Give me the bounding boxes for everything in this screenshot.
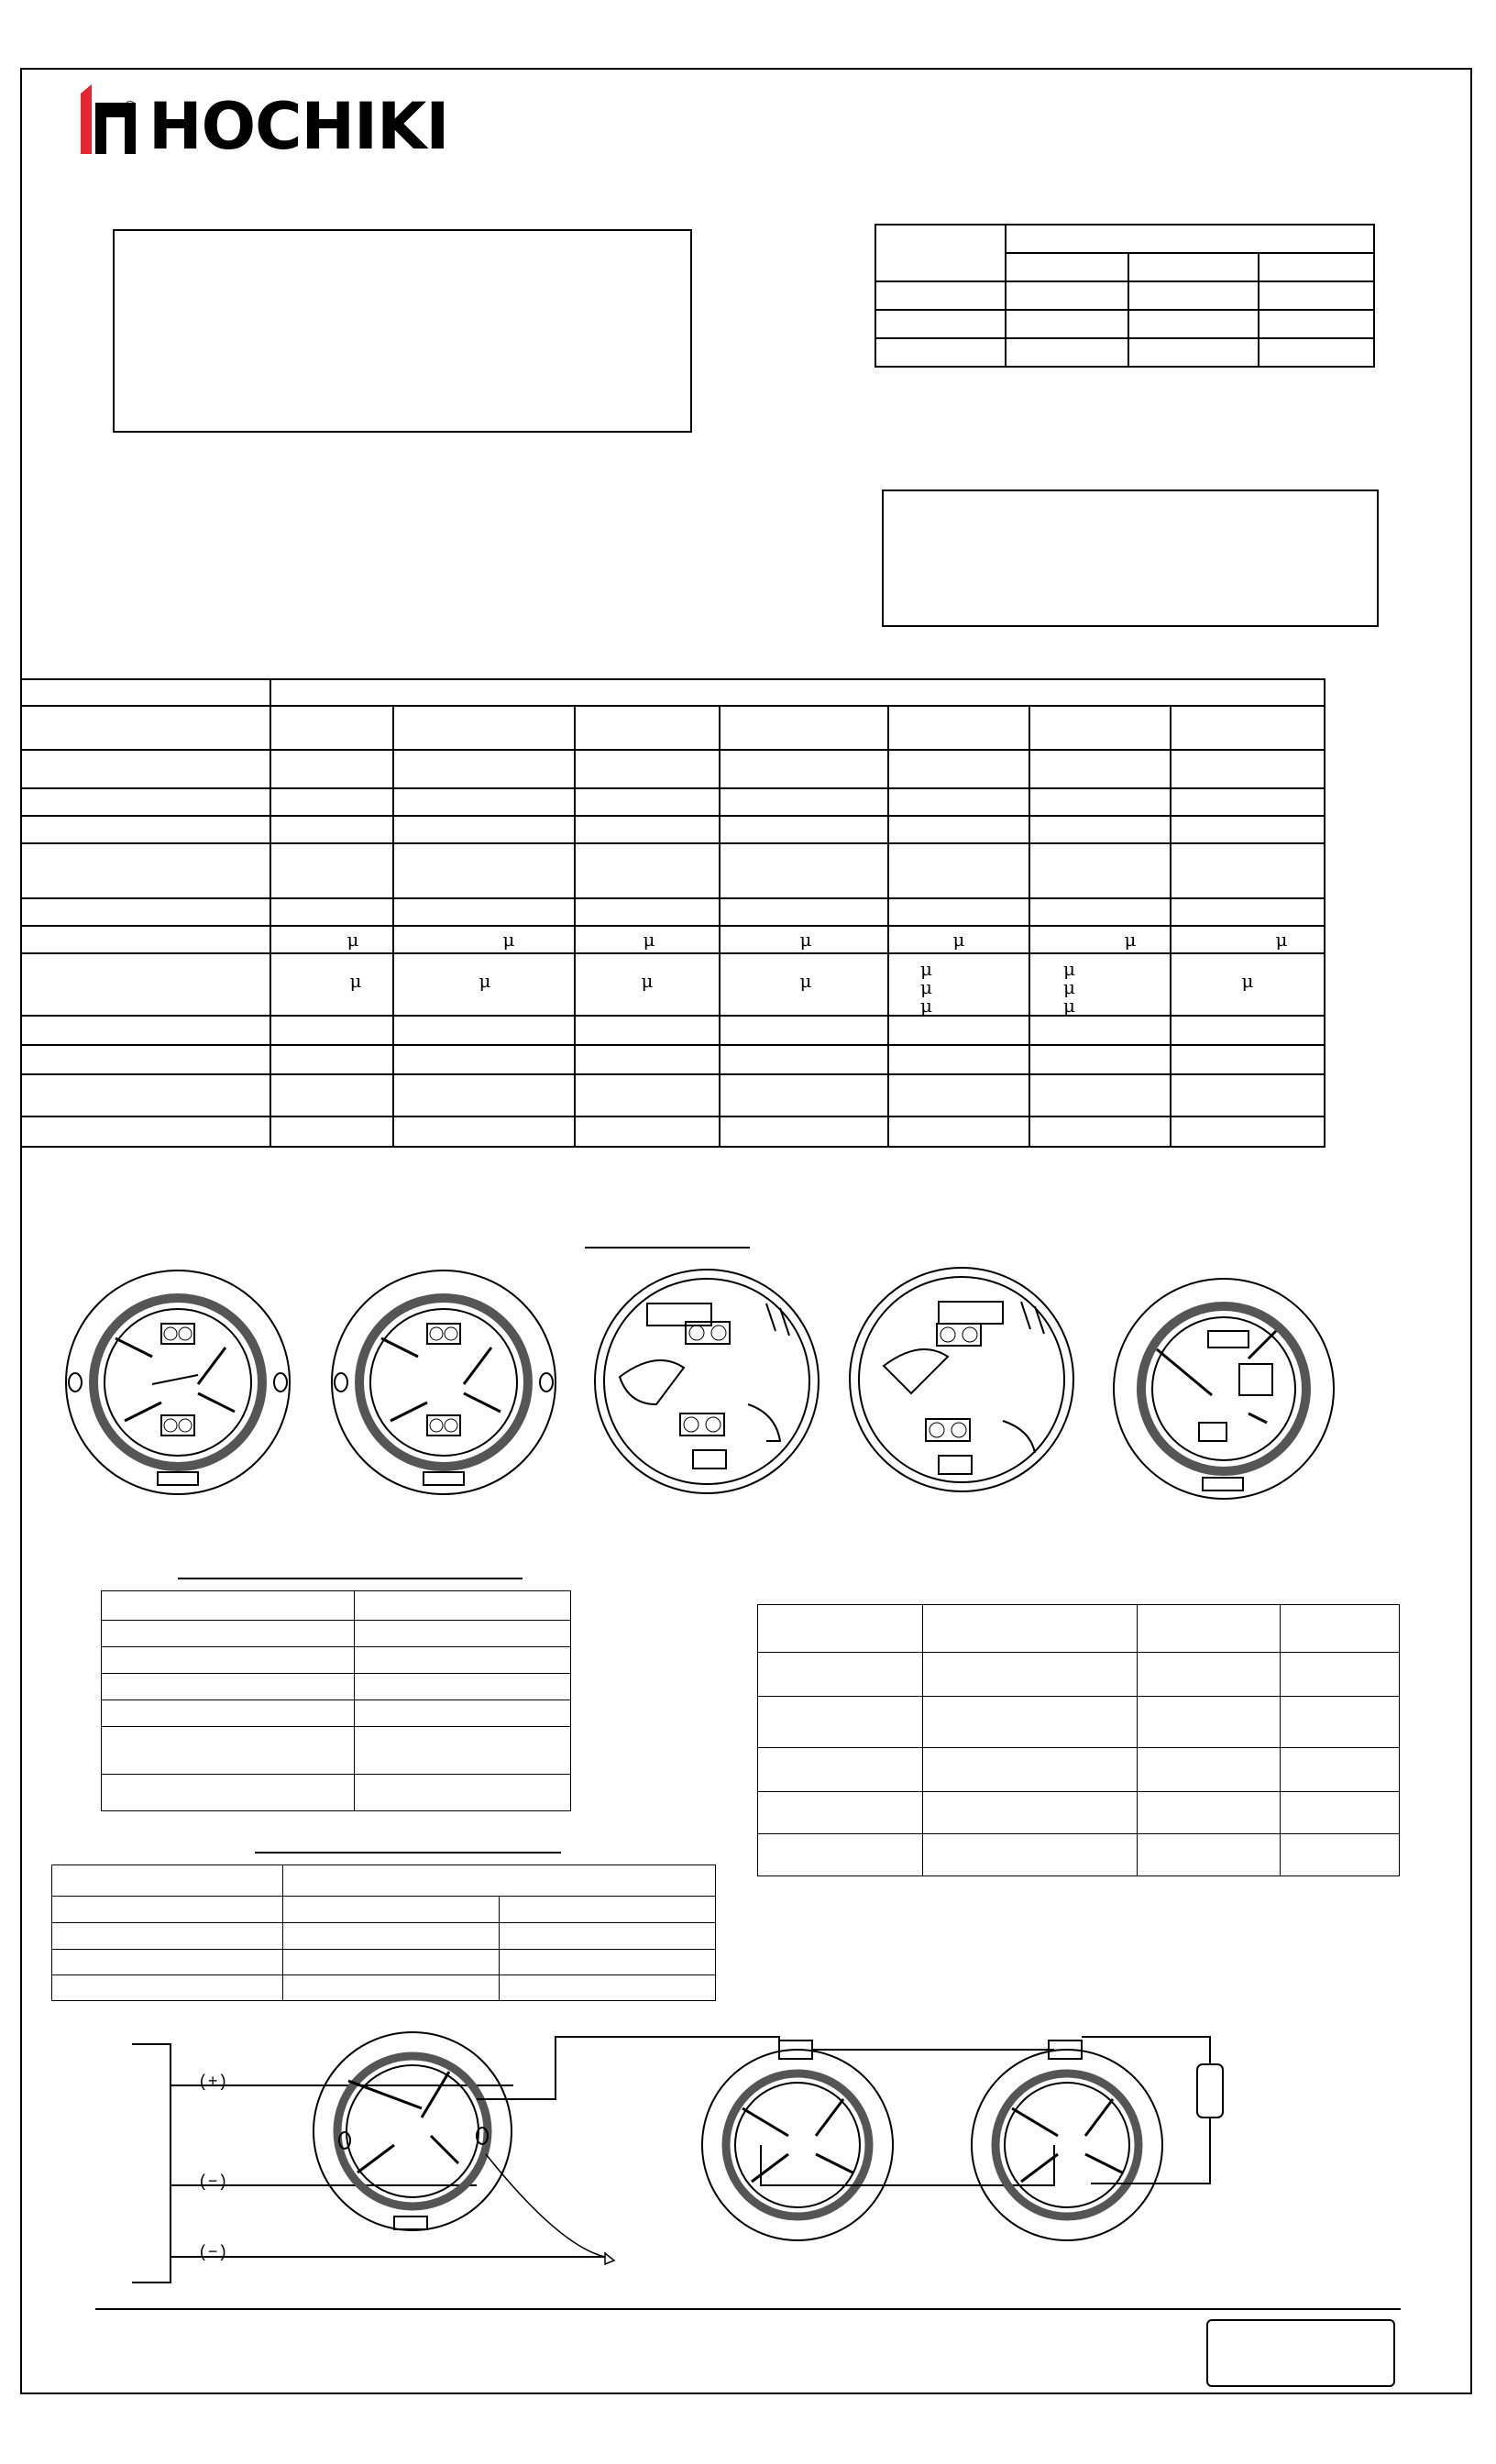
table-cell bbox=[270, 706, 393, 750]
table-cell bbox=[875, 281, 1006, 310]
table-cell bbox=[1281, 1605, 1400, 1653]
table-cell bbox=[21, 953, 270, 1016]
table-cell bbox=[888, 926, 1029, 953]
table-cell bbox=[888, 898, 1029, 926]
mu-symbol: μ bbox=[1275, 929, 1288, 951]
table-cell bbox=[393, 843, 575, 898]
table-cell bbox=[1029, 843, 1171, 898]
mu-symbol: μ bbox=[641, 970, 654, 992]
table-cell bbox=[102, 1775, 355, 1811]
wiring-diagram bbox=[119, 2008, 1238, 2301]
table-cell bbox=[923, 1834, 1138, 1876]
table-cell bbox=[720, 843, 888, 898]
table-cell bbox=[720, 898, 888, 926]
table-cell bbox=[270, 1116, 393, 1147]
section-heading-rule-bases bbox=[585, 1247, 750, 1248]
table-cell bbox=[1259, 281, 1374, 310]
table-cell bbox=[1281, 1653, 1400, 1697]
table-cell bbox=[393, 1045, 575, 1074]
mu-symbol: μ bbox=[349, 970, 362, 992]
mu-symbol: μ bbox=[799, 970, 812, 992]
table-cell bbox=[283, 1950, 500, 1975]
table-cell bbox=[21, 1074, 270, 1116]
table-cell bbox=[575, 788, 720, 816]
table-cell bbox=[1128, 310, 1259, 338]
table-cell bbox=[21, 1116, 270, 1147]
table-cell bbox=[923, 1792, 1138, 1834]
table-cell bbox=[575, 843, 720, 898]
table-cell bbox=[52, 1975, 283, 2001]
table-cell bbox=[1171, 898, 1325, 926]
table-cell bbox=[355, 1700, 571, 1727]
table-cell bbox=[21, 679, 270, 706]
detector-base-diagram-1 bbox=[60, 1265, 295, 1500]
table-cell bbox=[758, 1834, 923, 1876]
mu-symbol: μ bbox=[920, 958, 932, 980]
table-cell bbox=[270, 843, 393, 898]
table-cell bbox=[888, 843, 1029, 898]
table-cell bbox=[393, 953, 575, 1016]
table-cell bbox=[875, 225, 1006, 281]
table-cell bbox=[1138, 1792, 1281, 1834]
table-cell bbox=[283, 1897, 500, 1923]
lower-left-table-2 bbox=[51, 1864, 716, 2001]
table-cell bbox=[393, 926, 575, 953]
table-cell bbox=[393, 750, 575, 788]
hochiki-logo-mark bbox=[79, 84, 143, 154]
section-heading-rule-left-1 bbox=[178, 1578, 522, 1579]
table-cell bbox=[575, 1116, 720, 1147]
table-cell bbox=[720, 953, 888, 1016]
table-cell bbox=[1259, 253, 1374, 281]
registered-mark: ® bbox=[125, 99, 136, 115]
table-cell bbox=[888, 1074, 1029, 1116]
table-cell bbox=[1171, 1074, 1325, 1116]
table-cell bbox=[102, 1591, 355, 1621]
table-cell bbox=[1029, 953, 1171, 1016]
table-cell bbox=[758, 1748, 923, 1792]
table-cell bbox=[393, 898, 575, 926]
table-cell bbox=[102, 1727, 355, 1775]
table-cell bbox=[1006, 310, 1128, 338]
detector-base-diagram-4 bbox=[847, 1265, 1076, 1494]
table-cell bbox=[393, 788, 575, 816]
table-cell bbox=[21, 1045, 270, 1074]
table-cell bbox=[52, 1865, 283, 1897]
table-cell bbox=[720, 1045, 888, 1074]
mu-symbol: μ bbox=[920, 995, 932, 1017]
table-cell bbox=[888, 750, 1029, 788]
table-cell bbox=[1138, 1834, 1281, 1876]
table-cell bbox=[1128, 338, 1259, 367]
table-cell bbox=[1029, 1116, 1171, 1147]
table-cell bbox=[500, 1923, 716, 1950]
table-cell bbox=[270, 1045, 393, 1074]
table-cell bbox=[1006, 281, 1128, 310]
table-cell bbox=[393, 816, 575, 843]
table-cell bbox=[1029, 788, 1171, 816]
table-cell bbox=[21, 706, 270, 750]
table-cell bbox=[1171, 788, 1325, 816]
table-cell bbox=[575, 816, 720, 843]
table-cell bbox=[270, 953, 393, 1016]
table-cell bbox=[1171, 926, 1325, 953]
table-cell bbox=[355, 1591, 571, 1621]
table-cell bbox=[1281, 1792, 1400, 1834]
table-cell bbox=[52, 1950, 283, 1975]
table-cell bbox=[923, 1605, 1138, 1653]
footer-box bbox=[1206, 2319, 1395, 2387]
table-cell bbox=[270, 750, 393, 788]
table-cell bbox=[500, 1975, 716, 2001]
info-box-right bbox=[882, 490, 1379, 627]
detector-base-diagram-5 bbox=[1111, 1276, 1336, 1502]
detector-base-diagram-3 bbox=[592, 1267, 821, 1496]
table-cell bbox=[393, 706, 575, 750]
table-cell bbox=[720, 816, 888, 843]
table-cell bbox=[1128, 253, 1259, 281]
table-cell bbox=[102, 1647, 355, 1674]
table-cell bbox=[888, 1116, 1029, 1147]
mu-symbol: μ bbox=[478, 970, 491, 992]
table-cell bbox=[888, 788, 1029, 816]
mu-symbol: μ bbox=[502, 929, 515, 951]
mu-row-2 bbox=[21, 953, 1325, 1016]
table-cell bbox=[1029, 1074, 1171, 1116]
mu-symbol: μ bbox=[346, 929, 359, 951]
table-cell bbox=[21, 926, 270, 953]
table-cell bbox=[500, 1950, 716, 1975]
table-cell bbox=[1171, 953, 1325, 1016]
table-cell bbox=[1138, 1697, 1281, 1748]
table-cell bbox=[52, 1897, 283, 1923]
wire-label-minus-2: (−) bbox=[198, 2244, 228, 2262]
table-cell bbox=[102, 1621, 355, 1647]
table-cell bbox=[270, 1016, 393, 1045]
mu-symbol: μ bbox=[920, 976, 932, 998]
table-cell bbox=[1171, 1016, 1325, 1045]
table-cell bbox=[21, 788, 270, 816]
table-cell bbox=[758, 1653, 923, 1697]
table-cell bbox=[102, 1674, 355, 1700]
table-cell bbox=[21, 1016, 270, 1045]
mu-symbol: μ bbox=[1124, 929, 1137, 951]
table-cell bbox=[1138, 1605, 1281, 1653]
table-cell bbox=[575, 898, 720, 926]
table-cell bbox=[888, 1045, 1029, 1074]
table-cell bbox=[355, 1647, 571, 1674]
table-cell bbox=[888, 816, 1029, 843]
table-cell bbox=[888, 953, 1029, 1016]
table-cell bbox=[1029, 1016, 1171, 1045]
table-cell bbox=[1171, 816, 1325, 843]
table-cell bbox=[1171, 1045, 1325, 1074]
mu-symbol: μ bbox=[952, 929, 965, 951]
table-cell bbox=[1171, 843, 1325, 898]
table-cell bbox=[923, 1748, 1138, 1792]
mu-symbol: μ bbox=[1063, 976, 1075, 998]
mu-symbol: μ bbox=[1063, 995, 1075, 1017]
table-cell bbox=[1006, 338, 1128, 367]
table-cell bbox=[355, 1775, 571, 1811]
brand-name: HOCHIKI bbox=[148, 89, 449, 164]
table-cell bbox=[270, 679, 1325, 706]
table-cell bbox=[720, 750, 888, 788]
table-cell bbox=[575, 1016, 720, 1045]
table-cell bbox=[758, 1605, 923, 1653]
table-cell bbox=[1128, 281, 1259, 310]
model-table-top-right bbox=[874, 224, 1375, 368]
table-cell bbox=[1029, 1045, 1171, 1074]
table-cell bbox=[1281, 1697, 1400, 1748]
wire-label-plus: (+) bbox=[198, 2074, 228, 2092]
mu-symbol: μ bbox=[1063, 958, 1075, 980]
table-cell bbox=[1029, 816, 1171, 843]
table-cell bbox=[1171, 706, 1325, 750]
table-cell bbox=[888, 1016, 1029, 1045]
table-cell bbox=[21, 843, 270, 898]
table-cell bbox=[720, 1016, 888, 1045]
lower-right-table bbox=[757, 1604, 1400, 1876]
table-cell bbox=[270, 898, 393, 926]
table-cell bbox=[1138, 1653, 1281, 1697]
table-cell bbox=[21, 898, 270, 926]
wire-label-minus-1: (−) bbox=[198, 2173, 228, 2192]
table-cell bbox=[270, 926, 393, 953]
table-cell bbox=[758, 1792, 923, 1834]
table-cell bbox=[1029, 750, 1171, 788]
table-cell bbox=[283, 1865, 716, 1897]
table-cell bbox=[355, 1674, 571, 1700]
table-cell bbox=[575, 750, 720, 788]
table-cell bbox=[720, 1116, 888, 1147]
table-cell bbox=[1006, 253, 1128, 281]
table-cell bbox=[575, 953, 720, 1016]
table-cell bbox=[21, 750, 270, 788]
table-cell bbox=[720, 1074, 888, 1116]
mu-symbol: μ bbox=[1241, 970, 1254, 992]
table-cell bbox=[355, 1621, 571, 1647]
table-cell bbox=[283, 1975, 500, 2001]
footer-rule bbox=[95, 2308, 1401, 2310]
table-cell bbox=[393, 1074, 575, 1116]
mu-symbol: μ bbox=[799, 929, 812, 951]
table-cell bbox=[1029, 706, 1171, 750]
section-heading-rule-left-2 bbox=[255, 1852, 561, 1854]
table-cell bbox=[875, 310, 1006, 338]
table-cell bbox=[21, 816, 270, 843]
lower-left-table-1 bbox=[101, 1590, 571, 1811]
table-cell bbox=[283, 1923, 500, 1950]
table-cell bbox=[355, 1727, 571, 1775]
table-cell bbox=[888, 706, 1029, 750]
table-cell bbox=[875, 338, 1006, 367]
table-cell bbox=[393, 1116, 575, 1147]
table-cell bbox=[720, 706, 888, 750]
table-cell bbox=[1029, 926, 1171, 953]
table-cell bbox=[102, 1700, 355, 1727]
table-cell bbox=[720, 788, 888, 816]
table-cell bbox=[52, 1923, 283, 1950]
info-box-top-left bbox=[113, 229, 692, 433]
table-cell bbox=[1259, 338, 1374, 367]
table-cell bbox=[1171, 750, 1325, 788]
table-cell bbox=[575, 706, 720, 750]
table-cell bbox=[1138, 1748, 1281, 1792]
table-cell bbox=[758, 1697, 923, 1748]
table-cell bbox=[270, 1074, 393, 1116]
table-cell bbox=[1006, 225, 1374, 253]
table-cell bbox=[923, 1697, 1138, 1748]
table-cell bbox=[1029, 898, 1171, 926]
table-cell bbox=[270, 816, 393, 843]
table-cell bbox=[270, 788, 393, 816]
table-cell bbox=[500, 1897, 716, 1923]
mu-symbol: μ bbox=[643, 929, 655, 951]
table-cell bbox=[575, 1045, 720, 1074]
table-cell bbox=[575, 926, 720, 953]
detector-base-diagram-2 bbox=[326, 1265, 561, 1500]
table-cell bbox=[575, 1074, 720, 1116]
table-cell bbox=[1281, 1834, 1400, 1876]
table-cell bbox=[923, 1653, 1138, 1697]
table-cell bbox=[1259, 310, 1374, 338]
table-cell bbox=[1171, 1116, 1325, 1147]
table-cell bbox=[720, 926, 888, 953]
spec-table bbox=[20, 678, 1326, 1148]
table-cell bbox=[393, 1016, 575, 1045]
mu-row-1 bbox=[21, 926, 1325, 953]
table-cell bbox=[1281, 1748, 1400, 1792]
